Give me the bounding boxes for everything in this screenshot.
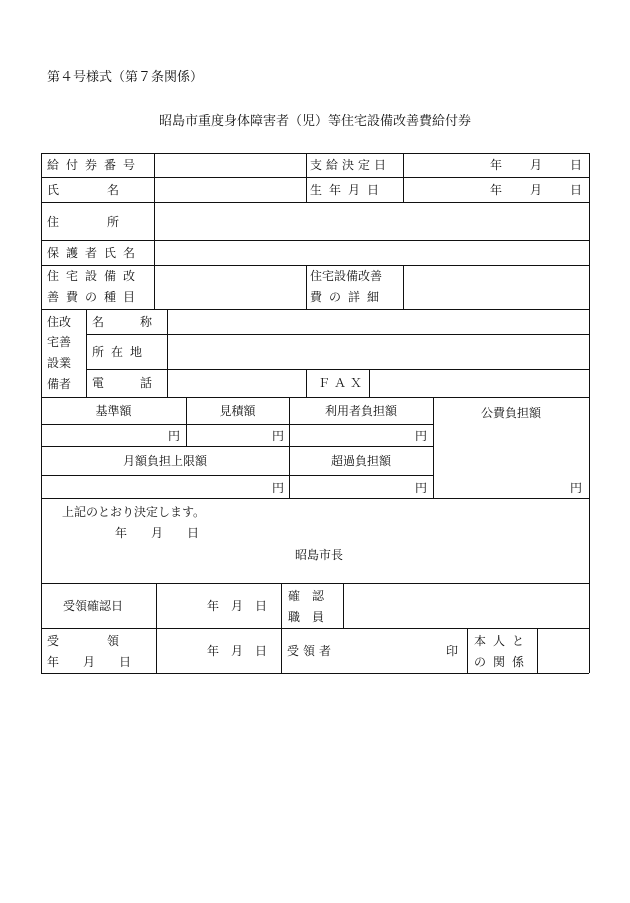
voucher-number-label: 給付券番号	[47, 158, 143, 172]
fax-label: ＦＡＸ	[318, 376, 367, 390]
birth-date-label: 生年月日	[310, 183, 387, 197]
public-burden-label: 公費負担額	[480, 406, 541, 420]
contractor-name-label: 名 称	[92, 315, 153, 329]
public-burden-yen: 円	[570, 481, 583, 495]
monthly-cap-label: 月額負担上限額	[122, 454, 207, 468]
decision-date: 年 月 日	[115, 526, 200, 540]
relation-label-1: 本人と	[474, 634, 532, 648]
mayor-signature: 昭島市長	[295, 548, 344, 562]
decision-year: 年	[490, 158, 503, 172]
address-label: 住 所	[47, 215, 120, 229]
receipt-confirm-date: 年 月 日	[207, 599, 268, 613]
excess-burden-label: 超過負担額	[330, 454, 391, 468]
form-number: 第４号様式（第７条関係）	[47, 70, 204, 85]
improvement-detail-label-1: 住宅設備改善	[310, 269, 383, 283]
form-title: 昭島市重度身体障害者（児）等住宅設備改善費給付券	[158, 114, 471, 129]
estimate-amount-label: 見積額	[219, 404, 256, 418]
birth-day: 日	[570, 183, 583, 197]
improvement-type-label-1: 住宅設備改	[47, 269, 143, 283]
decision-text: 上記のとおり決定します。	[62, 505, 206, 519]
birth-month: 月	[530, 183, 543, 197]
decision-day: 日	[570, 158, 583, 172]
contractor-label-2: 宅善	[47, 335, 72, 349]
improvement-detail-label-2: 費の詳細	[310, 290, 387, 304]
guardian-name-label: 保護者氏名	[47, 246, 143, 260]
recipient-label: 受領者	[287, 644, 336, 658]
contractor-label-1: 住改	[47, 315, 72, 329]
contractor-label-4: 備者	[47, 377, 72, 391]
decision-date-label: 支給決定日	[310, 158, 391, 172]
monthly-cap-yen: 円	[272, 481, 285, 495]
received-date: 年 月 日	[207, 644, 268, 658]
contractor-phone-label: 電 話	[92, 376, 153, 390]
contractor-label-3: 設業	[47, 356, 72, 370]
user-burden-yen: 円	[415, 429, 428, 443]
excess-burden-yen: 円	[415, 481, 428, 495]
receipt-confirm-date-label: 受領確認日	[63, 599, 124, 613]
relation-label-2: の関係	[474, 655, 532, 669]
received-label-2: 年 月 日	[47, 655, 132, 669]
estimate-yen: 円	[272, 429, 285, 443]
confirm-label: 確 認	[288, 589, 325, 603]
improvement-type-label-2: 善費の種目	[47, 290, 143, 304]
contractor-location-label: 所在地	[92, 345, 150, 359]
standard-amount-label: 基準額	[95, 404, 132, 418]
staff-label: 職 員	[288, 610, 325, 624]
user-burden-label: 利用者負担額	[324, 404, 397, 418]
standard-yen: 円	[168, 429, 181, 443]
received-label-1: 受 領	[47, 634, 120, 648]
birth-year: 年	[490, 183, 503, 197]
decision-month: 月	[530, 158, 543, 172]
seal-mark: 印	[446, 644, 459, 658]
name-label: 氏 名	[47, 183, 120, 197]
